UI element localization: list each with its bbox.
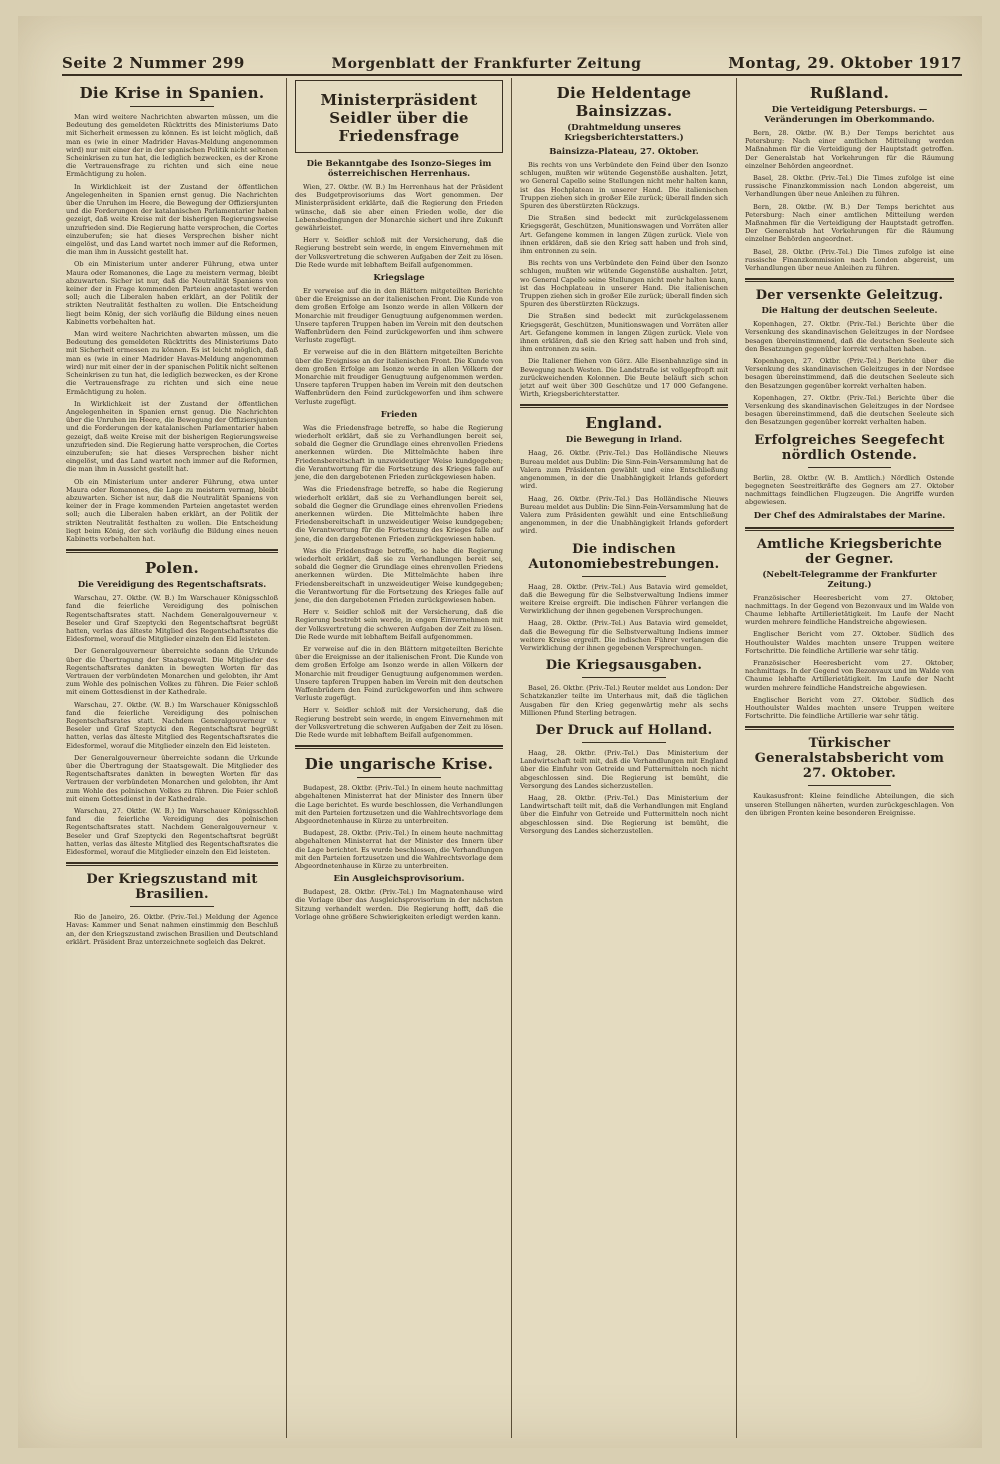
issue-date: Montag, 29. Oktober 1917 bbox=[728, 54, 962, 72]
article-paragraph: Er verweise auf die in den Blättern mitgeteilten Berichte über die Ereignisse an der italienischen Front. Die Kunde von dem großen Erfolge am Isonzo werde in allen Völkern der Monarchie mit freudiger Genugtuung aufgenommen werden. Unsere tapferen Truppen haben im Verein mit den deutschen Waffenbrüdern den Feind zurückgeworfen und ihm schwere Verluste zugefügt. bbox=[295, 287, 503, 345]
article-paragraph: Basel, 28. Oktbr. (Priv.-Tel.) Die Times zufolge ist eine russische Finanzkommission nach London abgereist, um Verhandlungen über neue Anleihen zu führen. bbox=[745, 174, 954, 199]
article-paragraph: Bern, 28. Oktbr. (W. B.) Der Temps berichtet aus Petersburg: Nach einer amtlichen Mitteilung werden Maßnahmen für die Verteidigung der Hauptstadt getroffen. Der Generalstab hat Vorkehrungen für die Räumung einzelner Behörden angeordnet. bbox=[745, 202, 954, 244]
article-paragraph: Die Italiener fliehen von Görz. Alle Eisenbahnzüge sind in Bewegung nach Westen. Die Landstraße ist vollgepfropft mit zurückweichenden Kolonnen. Die Beute beläuft sich schon jetzt auf weit über 300 Geschütze und 17 000 Gefangene. Wirth, Kriegsberichterstatter. bbox=[520, 357, 728, 399]
article-paragraph: Was die Friedensfrage betreffe, so habe die Regierung wiederholt erklärt, daß sie zu Verhandlungen bereit sei, sobald die Gegner die Grundlage eines ehrenvollen Friedens anerkennen würden. Die Mittelmächte haben ihre Friedensbereitschaft in unzweideutiger Weise kundgegeben; die Verantwortung für die Fortsetzung des Krieges falle auf jene, die den dargebotenen Frieden zurückgewiesen haben. bbox=[295, 546, 503, 604]
article-signature: Der Chef des Admiralstabes der Marine. bbox=[753, 510, 946, 521]
article-paragraph: Ob ein Ministerium unter anderer Führung, etwa unter Maura oder Romanones, die Lage zu meistern vermag, bleibt abzuwarten. Sicher ist nur, daß die Neutralität Spaniens von keiner der in Frage kommenden Parteien angetastet werden soll; auch die Liberalen haben erklärt, an der Politik der strikten Neutralität festhalten zu wollen. Die Entscheidung liegt beim König, der sich vorläufig die Bildung eines neuen Kabinetts vorbehalten hat. bbox=[66, 477, 278, 543]
article-subtitle: (Nebelt-Telegramme der Frankfurter Zeitung.) bbox=[762, 569, 937, 590]
article-title-holland: Der Druck auf Holland. bbox=[535, 722, 713, 738]
article-paragraph: Er verweise auf die in den Blättern mitgeteilten Berichte über die Ereignisse an der italienischen Front. Die Kunde von dem großen Erfolge am Isonzo werde in allen Völkern der Monarchie mit freudiger Genugtuung aufgenommen werden. Unsere tapferen Truppen haben im Verein mit den deutschen Waffenbrüdern den Feind zurückgeworfen und ihm schwere Verluste zugefügt. bbox=[295, 644, 503, 703]
divider bbox=[582, 576, 665, 577]
article-paragraph: Französischer Heeresbericht vom 27. Oktober, nachmittags. In der Gegend von Bezonvaux und im Walde von Chaume lebhafte Artillerietätigkeit. Im Laufe der Nacht wurden mehrere feindliche Handstreiche abgewiesen. bbox=[745, 593, 954, 627]
divider bbox=[130, 106, 215, 107]
article-subtitle: Ein Ausgleichsprovisorium. bbox=[333, 874, 465, 885]
article-title-tuerkei: Türkischer Generalstabsbericht vom 27. Oktober. bbox=[754, 736, 945, 782]
newspaper-page bbox=[18, 16, 982, 1448]
divider bbox=[582, 677, 665, 678]
article-paragraph: Bis rechts von uns Verbündete den Feind über den Isonzo schlugen, mußten wir wütende Gegenstöße aushalten. Jetzt, wo General Capello seine Stellungen nicht mehr halten kann, ist das Hochplateau in unserer Hand. Die italienischen Truppen ziehen sich in großer Eile zurück; überall finden sich Spuren des überstürzten Rückzugs. bbox=[520, 259, 728, 309]
article-paragraph: Basel, 26. Oktbr. (Priv.-Tel.) Reuter meldet aus London: Der Schatzkanzler teilte im Unterhaus mit, daß die täglichen Ausgaben für den Krieg gegenwärtig mehr als sechs Millionen Pfund Sterling betragen. bbox=[520, 684, 728, 717]
article-subtitle: Die Verteidigung Petersburgs. — Veränderungen im Oberkommando. bbox=[764, 105, 935, 125]
article-subtitle: (Drahtmeldung unseres Kriegsberichterstatters.) bbox=[564, 123, 684, 143]
article-paragraph: Kopenhagen, 27. Oktbr. (Priv.-Tel.) Berichte über die Versenkung des skandinavischen Geleitzuges in der Nordsee besagen übereinstimmend, daß die deutschen Seeleute sich den Besatzungen gegenüber korrekt verhalten haben. bbox=[745, 357, 954, 390]
article-subtitle: Die Vereidigung des Regentschaftsrats. bbox=[77, 580, 267, 591]
article-paragraph: Warschau, 27. Oktbr. (W. B.) Im Warschauer Königsschloß fand die feierliche Vereidigung des polnischen Regentschaftsrates statt. Nachdem Generalgouverneur v. Beseler und Graf Szeptycki den Regentschaftsrat begrüßt hatten, verlas das älteste Mitglied des Regentschaftsrates die Eidesformel, worauf die Mitglieder einzeln den Eid leisteten. bbox=[66, 594, 278, 644]
divider bbox=[808, 785, 892, 786]
divider bbox=[582, 742, 665, 743]
article-title-polen: Polen. bbox=[144, 559, 200, 578]
article-paragraph: In Wirklichkeit ist der Zustand der öffentlichen Angelegenheiten in Spanien ernst genug. Die Nachrichten über die Unruhen im Heere, die Bewegung der Offiziersjunten und die Forderungen der katalanischen Parlamentarier haben gezeigt, daß weite Kreise mit der bisherigen Regierungsweise unzufrieden sind. Die Regierung hatte versprochen, die Cortes einzuberufen; sie hat dieses Versprechen bisher nicht eingelöst, und das Land wartet noch immer auf die Reformen, die man ihm in Aussicht gestellt hat. bbox=[66, 182, 278, 257]
article-paragraph: Bis rechts von uns Verbündete den Feind über den Isonzo schlugen, mußten wir wütende Gegenstöße aushalten. Jetzt, wo General Capello seine Stellungen nicht mehr halten kann, ist das Hochplateau in unserer Hand. Die italienischen Truppen ziehen sich in großer Eile zurück; überall finden sich Spuren des überstürzten Rückzugs. bbox=[520, 161, 728, 211]
article-subtitle: Die Bekanntgabe des Isonzo-Sieges im österreichischen Herrenhaus. bbox=[306, 159, 492, 179]
article-paragraph: Haag, 28. Oktbr. (Priv.-Tel.) Aus Batavia wird gemeldet, daß die Bewegung für die Selbstverwaltung Indiens immer weitere Kreise ergreift. Die indischen Führer verlangen die Verwirklichung der ihnen gegebenen Versprechungen. bbox=[520, 582, 728, 616]
article-paragraph: Haag, 28. Oktbr. (Priv.-Tel.) Das Ministerium der Landwirtschaft teilt mit, daß die Verhandlungen mit England über die Einfuhr von Getreide und Futtermitteln noch nicht abgeschlossen sind. Die Regierung ist bemüht, die Versorgung des Landes sicherzustellen. bbox=[520, 793, 728, 835]
article-title-ungarn: Die ungarische Krise. bbox=[304, 755, 494, 774]
article-paragraph: Bern, 28. Oktbr. (W. B.) Der Temps berichtet aus Petersburg: Nach einer amtlichen Mitteilung werden Maßnahmen für die Verteidigung der Hauptstadt getroffen. Der Generalstab hat Vorkehrungen für die Räumung einzelner Behörden angeordnet. bbox=[745, 129, 954, 170]
article-paragraph: Warschau, 27. Oktbr. (W. B.) Im Warschauer Königsschloß fand die feierliche Vereidigung des polnischen Regentschaftsrates statt. Nachdem Generalgouverneur v. Beseler und Graf Szeptycki den Regentschaftsrat begrüßt hatten, verlas das älteste Mitglied des Regentschaftsrates die Eidesformel, worauf die Mitglieder einzeln den Eid leisteten. bbox=[66, 807, 278, 857]
divider bbox=[130, 906, 215, 907]
article-paragraph: Budapest, 28. Oktbr. (Priv.-Tel.) In einem heute nachmittag abgehaltenen Ministerrat hat der Minister des Innern über die Lage berichtet. Es wurde beschlossen, die Verhandlungen mit den Parteien fortzusetzen und die Wahlrechtsvorlage dem Abgeordnetenhause in Kürze zu unterbreiten. bbox=[295, 784, 503, 825]
article-columns bbox=[62, 78, 962, 1438]
article-paragraph: Haag, 28. Oktbr. (Priv.-Tel.) Das Ministerium der Landwirtschaft teilt mit, daß die Verhandlungen mit England über die Einfuhr von Getreide und Futtermitteln noch nicht abgeschlossen sind. Die Regierung ist bemüht, die Versorgung des Landes sicherzustellen. bbox=[520, 748, 728, 790]
article-title-spanien: Die Krise in Spanien. bbox=[79, 84, 265, 102]
article-paragraph: Kaukasusfront: Kleine feindliche Abteilungen, die sich unseren Stellungen näherten, wurden zurückgeschlagen. Von den übrigen Fronten keine besonderen Ereignisse. bbox=[745, 792, 954, 817]
section-divider bbox=[745, 527, 954, 531]
article-paragraph: Ob ein Ministerium unter anderer Führung, etwa unter Maura oder Romanones, die Lage zu meistern vermag, bleibt abzuwarten. Sicher ist nur, daß die Neutralität Spaniens von keiner der in Frage kommenden Parteien angetastet werden soll; auch die Liberalen haben erklärt, an der Politik der strikten Neutralität festhalten zu wollen. Die Entscheidung liegt beim König, der sich vorläufig die Bildung eines neuen Kabinetts vorbehalten hat. bbox=[66, 260, 278, 326]
article-paragraph: Der Generalgouverneur überreichte sodann die Urkunde über die Übertragung der Staatsgewalt. Die Mitglieder des Regentschaftsrates dankten in bewegten Worten für das Vertrauen der verbündeten Monarchen und gelobten, ihr Amt zum Wohle des polnischen Volkes zu führen. Die Feier schloß mit einem Gottesdienst in der Kathedrale. bbox=[66, 753, 278, 803]
article-paragraph: In Wirklichkeit ist der Zustand der öffentlichen Angelegenheiten in Spanien ernst genug. Die Nachrichten über die Unruhen im Heere, die Bewegung der Offiziersjunten und die Forderungen der katalanischen Parlamentarier haben gezeigt, daß weite Kreise mit der bisherigen Regierungsweise unzufrieden sind. Die Regierung hatte versprochen, die Cortes einzuberufen; sie hat dieses Versprechen bisher nicht eingelöst, und das Land wartet noch immer auf die Reformen, die man ihm in Aussicht gestellt hat. bbox=[66, 399, 278, 474]
column-4 bbox=[737, 78, 962, 1438]
article-title-kriegsberichte: Amtliche Kriegsberichte der Gegner. bbox=[756, 536, 943, 567]
section-heading-frieden: Frieden bbox=[380, 409, 418, 420]
article-title-seidler: Ministerpräsident Seidler über die Friedensfrage bbox=[320, 91, 478, 145]
section-divider bbox=[745, 726, 954, 730]
article-paragraph: Kopenhagen, 27. Oktbr. (Priv.-Tel.) Berichte über die Versenkung des skandinavischen Geleitzuges in der Nordsee besagen übereinstimmend, daß die deutschen Seeleute sich den Besatzungen gegenüber korrekt verhalten haben. bbox=[745, 320, 954, 353]
divider bbox=[357, 777, 440, 778]
article-paragraph: Rio de Janeiro, 26. Oktbr. (Priv.-Tel.) Meldung der Agence Havas: Kammer und Senat nahmen einstimmig den Beschluß an, der den Kriegszustand zwischen Brasilien und Deutschland erklärt. Präsident Braz unterzeichnete sogleich das Dekret. bbox=[66, 913, 278, 946]
article-paragraph: Haag, 28. Oktbr. (Priv.-Tel.) Aus Batavia wird gemeldet, daß die Bewegung für die Selbstverwaltung Indiens immer weitere Kreise ergreift. Die indischen Führer verlangen die Verwirklichung der ihnen gegebenen Versprechungen. bbox=[520, 619, 728, 652]
article-paragraph: Budapest, 28. Oktbr. (Priv.-Tel.) In einem heute nachmittag abgehaltenen Ministerrat hat der Minister des Innern über die Lage berichtet. Es wurde beschlossen, die Verhandlungen mit den Parteien fortzusetzen und die Wahlrechtsvorlage dem Abgeordnetenhause in Kürze zu unterbreiten. bbox=[295, 829, 503, 871]
article-paragraph: Englischer Bericht vom 27. Oktober. Südlich des Houthoulster Waldes machten unsere Truppen weitere Fortschritte. Die feindliche Artillerie war sehr tätig. bbox=[745, 695, 954, 721]
article-title-russland: Rußland. bbox=[809, 84, 890, 102]
article-paragraph: Man wird weitere Nachrichten abwarten müssen, um die Bedeutung des gemeldeten Rücktritts des Ministeriums Dato mit Sicherheit ermessen zu können. Es ist leicht möglich, daß man es (wie in einer Madrider Havas-Meldung angenommen wird) nur mit einer der in der spanischen Politik nicht seltenen Scheinkrisen zu tun hat, die lediglich bezwecken, es der Krone die Vertrauensfrage zu richten und sich eine neue Ermächtigung zu holen. bbox=[66, 330, 278, 396]
article-title-kriegsausgaben: Die Kriegsausgaben. bbox=[545, 658, 703, 674]
headline-box bbox=[295, 80, 503, 153]
article-paragraph: Kopenhagen, 27. Oktbr. (Priv.-Tel.) Berichte über die Versenkung des skandinavischen Geleitzuges in der Nordsee besagen übereinstimmend, daß die deutschen Seeleute sich den Besatzungen gegenüber korrekt verhalten haben. bbox=[745, 393, 954, 427]
article-paragraph: Die Straßen sind bedeckt mit zurückgelassenem Kriegsgerät, Geschützen, Munitionswagen und Vorräten aller Art. Gefangene kommen in langen Zügen zurück. Viele von ihnen erklären, daß sie den Krieg satt haben und froh sind, ihm entronnen zu sein. bbox=[520, 312, 728, 354]
article-subtitle: Die Haltung der deutschen Seeleute. bbox=[761, 306, 938, 317]
article-paragraph: Haag, 26. Oktbr. (Priv.-Tel.) Das Holländische Nieuws Bureau meldet aus Dublin: Die Sinn-Fein-Versammlung hat de Valera zum Präsidenten gewählt und eine Entschließung angenommen, in der die Unabhängigkeit Irlands gefordert wird. bbox=[520, 449, 728, 491]
article-title-indien: Die indischen Autonomiebestrebungen. bbox=[528, 541, 720, 572]
article-paragraph: Haag, 26. Oktbr. (Priv.-Tel.) Das Holländische Nieuws Bureau meldet aus Dublin: Die Sinn-Fein-Versammlung hat de Valera zum Präsidenten gewählt und eine Entschließung angenommen, in der die Unabhängigkeit Irlands gefordert wird. bbox=[520, 494, 728, 536]
section-divider bbox=[745, 278, 954, 282]
article-paragraph: Herr v. Seidler schloß mit der Versicherung, daß die Regierung bestrebt sein werde, in engem Einvernehmen mit der Volksvertretung die schweren Aufgaben der Zeit zu lösen. Die Rede wurde mit lebhaftem Beifall aufgenommen. bbox=[295, 608, 503, 641]
page-number: Seite 2 Nummer 299 bbox=[62, 54, 245, 72]
article-title-england: England. bbox=[585, 414, 663, 433]
article-title-bainsizza: Die Heldentage Bainsizzas. bbox=[556, 84, 692, 120]
article-paragraph: Berlin, 28. Oktbr. (W. B. Amtlich.) Nördlich Ostende begegneten Seestreitkräfte des Gegners am 27. Oktober nachmittags feindlichen Flugzeugen. Die Angriffe wurden abgewiesen. bbox=[745, 473, 954, 507]
section-divider bbox=[520, 404, 728, 408]
article-title-seegefecht: Erfolgreiches Seegefecht nördlich Ostende. bbox=[754, 432, 945, 463]
article-title-geleitzug: Der versenkte Geleitzug. bbox=[755, 288, 944, 304]
masthead bbox=[62, 46, 962, 76]
article-paragraph: Warschau, 27. Oktbr. (W. B.) Im Warschauer Königsschloß fand die feierliche Vereidigung des polnischen Regentschaftsrates statt. Nachdem Generalgouverneur v. Beseler und Graf Szeptycki den Regentschaftsrat begrüßt hatten, verlas das älteste Mitglied des Regentschaftsrates die Eidesformel, worauf die Mitglieder einzeln den Eid leisteten. bbox=[66, 700, 278, 750]
article-paragraph: Basel, 28. Oktbr. (Priv.-Tel.) Die Times zufolge ist eine russische Finanzkommission nach London abgereist, um Verhandlungen über neue Anleihen zu führen. bbox=[745, 247, 954, 273]
section-divider bbox=[295, 745, 503, 749]
article-paragraph: Herr v. Seidler schloß mit der Versicherung, daß die Regierung bestrebt sein werde, in engem Einvernehmen mit der Volksvertretung die schweren Aufgaben der Zeit zu lösen. Die Rede wurde mit lebhaftem Beifall aufgenommen. bbox=[295, 706, 503, 739]
section-divider bbox=[66, 549, 278, 553]
article-paragraph: Wien, 27. Oktbr. (W. B.) Im Herrenhaus hat der Präsident des Budgetprovisoriums das Wort genommen. Der Ministerpräsident erklärte, daß die Regierung den Frieden wünsche, daß sie aber einen Frieden wolle, der die Lebensbedingungen der Monarchie sichert und ihre Zukunft gewährleistet. bbox=[295, 183, 503, 233]
article-subtitle: Die Bewegung in Irland. bbox=[565, 435, 683, 446]
column-1 bbox=[62, 78, 287, 1438]
article-paragraph: Die Straßen sind bedeckt mit zurückgelassenem Kriegsgerät, Geschützen, Munitionswagen und Vorräten aller Art. Gefangene kommen in langen Zügen zurück. Viele von ihnen erklären, daß sie den Krieg satt haben und froh sind, ihm entronnen zu sein. bbox=[520, 214, 728, 256]
article-paragraph: Englischer Bericht vom 27. Oktober. Südlich des Houthoulster Waldes machten unsere Truppen weitere Fortschritte. Die feindliche Artillerie war sehr tätig. bbox=[745, 630, 954, 655]
article-paragraph: Er verweise auf die in den Blättern mitgeteilten Berichte über die Ereignisse an der italienischen Front. Die Kunde von dem großen Erfolge am Isonzo werde in allen Völkern der Monarchie mit freudiger Genugtuung aufgenommen werden. Unsere tapferen Truppen haben im Verein mit den deutschen Waffenbrüdern den Feind zurückgeworfen und ihm schwere Verluste zugefügt. bbox=[295, 348, 503, 406]
article-dateline: Bainsizza-Plateau, 27. Oktober. bbox=[549, 147, 699, 157]
article-paragraph: Was die Friedensfrage betreffe, so habe die Regierung wiederholt erklärt, daß sie zu Verhandlungen bereit sei, sobald die Gegner die Grundlage eines ehrenvollen Friedens anerkennen würden. Die Mittelmächte haben ihre Friedensbereitschaft in unzweideutiger Weise kundgegeben; die Verantwortung für die Fortsetzung des Krieges falle auf jene, die den dargebotenen Frieden zurückgewiesen haben. bbox=[295, 423, 503, 482]
article-paragraph: Französischer Heeresbericht vom 27. Oktober, nachmittags. In der Gegend von Bezonvaux und im Walde von Chaume lebhafte Artillerietätigkeit. Im Laufe der Nacht wurden mehrere feindliche Handstreiche abgewiesen. bbox=[745, 658, 954, 692]
column-2 bbox=[287, 78, 512, 1438]
article-title-brasilien: Der Kriegszustand mit Brasilien. bbox=[86, 872, 258, 903]
article-paragraph: Man wird weitere Nachrichten abwarten müssen, um die Bedeutung des gemeldeten Rücktritts des Ministeriums Dato mit Sicherheit ermessen zu können. Es ist leicht möglich, daß man es (wie in einer Madrider Havas-Meldung angenommen wird) nur mit einer der in der spanischen Politik nicht seltenen Scheinkrisen zu tun hat, die lediglich bezwecken, es der Krone die Vertrauensfrage zu richten und sich eine neue Ermächtigung zu holen. bbox=[66, 113, 278, 179]
section-divider bbox=[66, 862, 278, 866]
divider bbox=[808, 467, 892, 468]
section-heading-kriegslage: Kriegslage bbox=[373, 273, 425, 284]
newspaper-title: Morgenblatt der Frankfurter Zeitung bbox=[331, 56, 642, 72]
article-paragraph: Herr v. Seidler schloß mit der Versicherung, daß die Regierung bestrebt sein werde, in engem Einvernehmen mit der Volksvertretung die schweren Aufgaben der Zeit zu lösen. Die Rede wurde mit lebhaftem Beifall aufgenommen. bbox=[295, 236, 503, 269]
article-paragraph: Was die Friedensfrage betreffe, so habe die Regierung wiederholt erklärt, daß sie zu Verhandlungen bereit sei, sobald die Gegner die Grundlage eines ehrenvollen Friedens anerkennen würden. Die Mittelmächte haben ihre Friedensbereitschaft in unzweideutiger Weise kundgegeben; die Verantwortung für die Fortsetzung des Krieges falle auf jene, die den dargebotenen Frieden zurückgewiesen haben. bbox=[295, 485, 503, 543]
article-paragraph: Der Generalgouverneur überreichte sodann die Urkunde über die Übertragung der Staatsgewalt. Die Mitglieder des Regentschaftsrates dankten in bewegten Worten für das Vertrauen der verbündeten Monarchen und gelobten, ihr Amt zum Wohle des polnischen Volkes zu führen. Die Feier schloß mit einem Gottesdienst in der Kathedrale. bbox=[66, 647, 278, 697]
column-3 bbox=[512, 78, 737, 1438]
article-paragraph: Budapest, 28. Oktbr. (Priv.-Tel.) Im Magnatenhause wird die Vorlage über das Ausgleichsprovisorium in der nächsten Sitzung verhandelt werden. Die Regierung hofft, daß die Vorlage ohne größere Schwierigkeiten erledigt werden kann. bbox=[295, 888, 503, 921]
